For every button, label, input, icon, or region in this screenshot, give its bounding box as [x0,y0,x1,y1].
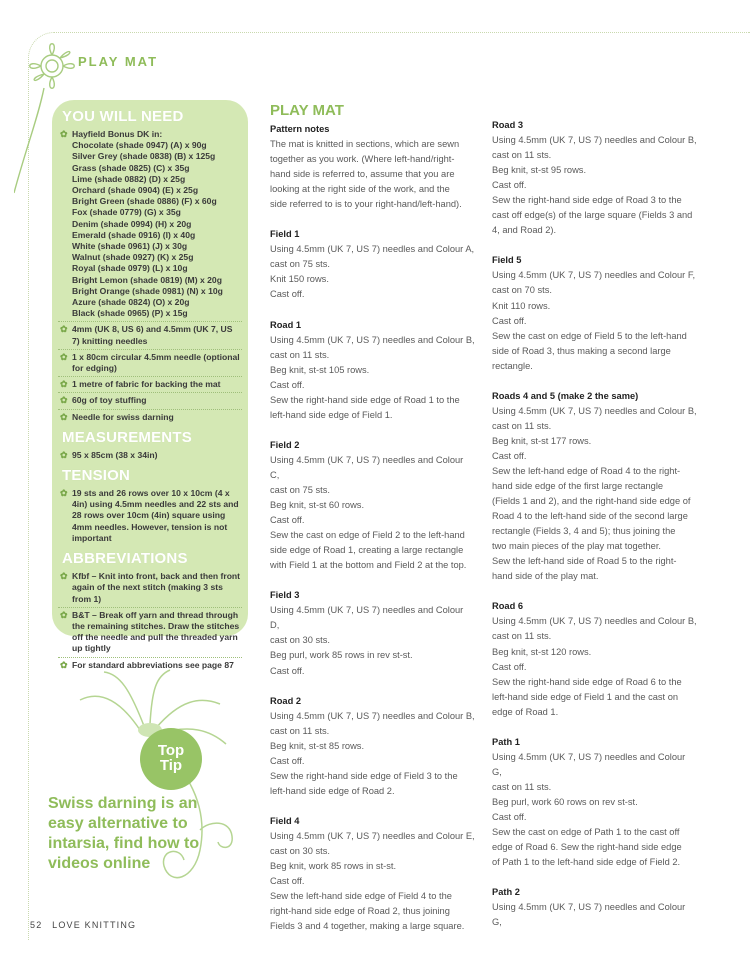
instruction-line: left-hand side edge of Road 2. [270,785,395,796]
instruction-line: (Fields 1 and 2), and the right-hand side edge of [492,496,691,507]
instruction-section-title: Road 1 [270,319,301,330]
instruction-line: cast on 75 sts. [270,259,330,270]
instruction-line: cast on 30 sts. [270,635,330,646]
instruction-section-title: Pattern notes [270,124,330,134]
instruction-section-title: Roads 4 and 5 (make 2 the same) [492,390,639,401]
instruction-section [270,227,475,302]
instruction-section [492,389,697,585]
instruction-line: Using 4.5mm (UK 7, US 7) needles and Colour B, [270,710,475,721]
instruction-section-title: Road 3 [492,120,523,130]
yarn-line: Royal (shade 0979) (L) x 10g [72,263,188,274]
measurements-section [58,429,242,463]
instruction-line: Sew the right-hand side edge of Road 3 to the [492,195,682,206]
instruction-section [492,599,697,719]
instruction-line: Using 4.5mm (UK 7, US 7) needles and Colour E, [270,830,475,841]
top-tip-badge [140,728,202,790]
need-item [58,322,242,349]
instruction-line: Cast off. [492,315,527,326]
need-item-text: 1 x 80cm circular 4.5mm needle (optional for edging) [72,351,240,374]
instruction-line: of Path 1 to the left-hand side edge of Field 2. [492,857,681,868]
yarn-line: Chocolate (shade 0947) (A) x 90g [72,140,207,151]
instruction-section [270,318,475,423]
yarn-line: Black (shade 0965) (P) x 15g [72,308,188,319]
instruction-line: rectangle. [492,360,533,371]
instruction-section-title: Field 1 [270,229,300,240]
flower-bullet-icon: ✿ [60,411,68,422]
instruction-line: together as you work. (Where left-hand/right- [270,154,455,165]
need-item-text: 60g of toy stuffing [72,395,147,406]
instruction-line: Sew the cast on edge of Field 5 to the left-hand [492,330,687,341]
abbreviations-section [58,550,242,673]
magazine-name: LOVE KNITTING [52,920,137,930]
instruction-line: Cast off. [270,876,305,887]
instruction-section-title: Path 2 [492,887,520,898]
instruction-line: Sew the left-hand side edge of Field 4 to the [270,891,452,902]
instruction-line: hand side edge of the first large rectangle [492,481,664,492]
instruction-line: side of Road 3, thus making a second large [492,345,671,356]
instruction-line: Using 4.5mm (UK 7, US 7) needles and Colour B, [492,616,697,627]
instruction-section-title: Path 1 [492,736,520,747]
yarn-line: Grass (shade 0825) (C) x 35g [72,162,190,173]
instruction-line: side referred to is to your right-hand/left-hand). [270,199,462,210]
instruction-section-title: Field 4 [270,815,300,826]
flower-bullet-icon: ✿ [60,129,68,139]
flower-bullet-icon: ✿ [60,488,68,499]
yarn-title: Hayfield Bonus DK in: [72,129,163,139]
instruction-line: Cast off. [492,450,527,461]
instruction-line: Using 4.5mm (UK 7, US 7) needles and Colour B, [270,334,475,345]
flower-bullet-icon: ✿ [60,351,68,362]
instruction-line: looking at the right side of the work, and the [270,184,450,195]
instruction-line: Beg knit, st-st 120 rows. [492,646,592,657]
instruction-line: left-hand side edge of Field 1. [270,409,393,420]
yarn-line: Fox (shade 0779) (G) x 35g [72,207,181,218]
section-header-title: PLAY MAT [78,54,159,69]
instruction-line: rectangle (Fields 3, 4 and 5); thus joining the [492,526,676,537]
abbreviation-item [58,608,242,658]
yarn-line: Denim (shade 0994) (H) x 20g [72,218,192,229]
instruction-line: cast on 11 sts. [270,349,330,360]
instruction-section [270,814,475,934]
tension-item-text: 19 sts and 26 rows over 10 x 10cm (4 x 4in) using 4.5mm needles and 22 sts and 28 rows over 10cm (4in) square using 4mm needles. However, tension is not important [72,488,239,543]
abbreviation-term: B&T [72,609,90,620]
measurement-item [58,448,242,463]
instruction-line: Sew the left-hand edge of Road 4 to the right- [492,465,681,476]
tension-items [58,486,242,546]
yarn-line: Bright Lemon (shade 0819) (M) x 20g [72,274,222,285]
instruction-line: Cast off. [492,811,527,822]
measurements-heading: MEASUREMENTS [62,428,192,446]
instruction-line: Sew the right-hand side edge of Road 1 to the [270,394,460,405]
instruction-line: Sew the cast on edge of Field 2 to the left-hand [270,530,465,541]
instruction-line: Cast off. [492,180,527,191]
instruction-line: Knit 110 rows. [492,300,551,311]
instruction-line: Using 4.5mm (UK 7, US 7) needles and Colour B, [492,405,697,416]
instruction-line: right-hand side edge of Road 2, thus joining [270,906,450,917]
instruction-line: Cast off. [270,289,305,300]
instruction-line: cast on 11 sts. [492,420,552,431]
instruction-line: Beg knit, st-st 85 rows. [270,740,365,751]
page-number: 52 [30,920,43,930]
need-item [58,410,242,425]
instruction-line: cast on 70 sts. [492,285,552,296]
instruction-line: with Field 1 at the bottom and Field 2 at the top. [270,560,467,571]
instruction-section [492,118,697,238]
flower-bullet-icon: ✿ [60,395,68,406]
instruction-line: cast on 11 sts. [492,631,552,642]
column-2-body [492,118,697,930]
yarn-line: Azure (shade 0824) (O) x 20g [72,297,190,308]
instruction-line: cast on 11 sts. [492,150,552,161]
yarn-line: Silver Grey (shade 0838) (B) x 125g [72,151,216,162]
yarn-line: Orchard (shade 0904) (E) x 25g [72,185,199,196]
instruction-line: Beg purl, work 85 rows in rev st-st. [270,650,413,661]
instruction-line: Sew the right-hand side edge of Field 3 to the [270,770,458,781]
instruction-line: Using 4.5mm (UK 7, US 7) needles and Colour A, [270,244,475,255]
instruction-section [270,694,475,799]
instruction-line: Knit 150 rows. [270,274,329,285]
instruction-line: left-hand side edge of Field 1 and the cast on [492,691,679,702]
instruction-line: Cast off. [492,661,527,672]
instruction-line: Beg knit, st-st 177 rows. [492,435,592,446]
top-tip-badge-line1: Top [157,742,185,759]
instruction-line: Cast off. [270,379,305,390]
measurement-item-text: 95 x 85cm (38 x 34in) [72,449,158,460]
instruction-line: Beg knit, work 85 rows in st-st. [270,861,397,872]
yarn-list-item [58,127,242,322]
need-item [58,393,242,409]
instruction-line: edge of Road 1. [492,706,559,717]
flower-bullet-icon: ✿ [60,324,68,335]
flower-bullet-icon: ✿ [60,379,68,390]
need-item [58,350,242,377]
flower-bullet-icon: ✿ [60,609,68,620]
instruction-line: Cast off. [270,665,305,676]
top-tip-badge-line2: Tip [159,757,183,774]
yarn-line: Emerald (shade 0916) (I) x 40g [72,229,196,240]
column-1-body [270,122,475,934]
need-item-text: 1 metre of fabric for backing the mat [72,379,221,390]
abbreviation-text: For standard abbreviations see page 87 [72,659,234,670]
instructions-column-1 [270,102,475,949]
yarn-line: Bright Green (shade 0886) (F) x 60g [72,196,217,207]
you-will-need-heading: YOU WILL NEED [62,108,184,125]
instruction-section-title: Field 3 [270,590,300,601]
instruction-line: Using 4.5mm (UK 7, US 7) needles and Colour C, [270,454,464,480]
instruction-section-title: Road 2 [270,695,301,706]
instruction-section [270,588,475,678]
instruction-line: side edge of Road 1, creating a large rectangle [270,545,464,556]
instruction-line: cast off edge(s) of the large square (Fields 3 and [492,210,693,221]
instruction-line: Beg knit, st-st 95 rows. [492,165,587,176]
instruction-line: Using 4.5mm (UK 7, US 7) needles and Colour G, [492,902,686,928]
abbreviation-term: Kfbf [72,571,90,582]
instruction-section-title: Field 2 [270,439,300,450]
instruction-section [270,438,475,573]
instruction-line: two main pieces of the play mat together. [492,541,661,552]
yarn-list [72,140,242,319]
yarn-line: White (shade 0961) (J) x 30g [72,241,188,252]
instruction-line: Beg knit, st-st 105 rows. [270,364,370,375]
need-item-text: 4mm (UK 8, US 6) and 4.5mm (UK 7, US 7) knitting needles [72,324,233,346]
abbreviations-heading: ABBREVIATIONS [62,550,188,568]
instruction-line: Using 4.5mm (UK 7, US 7) needles and Colour B, [492,135,697,146]
instruction-line: Beg knit, st-st 60 rows. [270,500,365,511]
need-item-text: Needle for swiss darning [72,411,174,422]
instruction-section [492,885,697,930]
instruction-line: Beg purl, work 60 rows on rev st-st. [492,796,638,807]
need-item [58,377,242,393]
need-items [58,322,242,424]
instruction-line: Using 4.5mm (UK 7, US 7) needles and Colour F, [492,270,696,281]
yarn-line: Bright Orange (shade 0981) (N) x 10g [72,285,223,296]
instruction-line: Sew the cast on edge of Path 1 to the cast off [492,827,680,838]
instruction-line: The mat is knitted in sections, which are sewn [270,139,460,150]
instruction-line: Cast off. [270,755,305,766]
instruction-section [492,735,697,870]
instruction-line: Using 4.5mm (UK 7, US 7) needles and Colour D, [270,605,464,631]
page-footer [30,920,136,930]
instruction-line: Fields 3 and 4 together, making a large square. [270,921,465,932]
instruction-line: cast on 11 sts. [270,725,330,736]
abbreviation-item [58,569,242,608]
instruction-line: Road 4 to the left-hand side of the second large [492,511,688,522]
instruction-line: hand side is referred to, assume that you are [270,169,455,180]
tension-item [58,486,242,546]
yarn-line: Lime (shade 0882) (D) x 25g [72,173,186,184]
you-will-need-section [58,108,242,425]
instruction-line: Cast off. [270,515,305,526]
instruction-line: Sew the left-hand side of Road 5 to the right- [492,556,677,567]
tension-section [58,467,242,546]
instruction-section-title: Field 5 [492,255,522,266]
main-title: PLAY MAT [270,102,344,119]
flower-bullet-icon: ✿ [60,449,68,460]
instruction-line: Sew the right-hand side edge of Road 6 to the [492,676,682,687]
instruction-line: edge of Road 6. Sew the right-hand side edge [492,842,682,853]
instruction-section [270,122,475,212]
flower-bullet-icon: ✿ [60,571,68,582]
instruction-line: hand side of the play mat. [492,571,599,582]
instruction-line: cast on 75 sts. [270,484,330,495]
sidebar-materials-panel [52,100,248,670]
instruction-section-title: Road 6 [492,601,523,612]
yarn-line: Walnut (shade 0927) (K) x 25g [72,252,194,263]
instructions-column-2 [492,118,697,945]
instruction-line: Using 4.5mm (UK 7, US 7) needles and Colour G, [492,751,686,777]
abbreviation-text: – Knit into front, back and then front again of the next stitch (making 3 sts from 1) [72,571,241,604]
abbreviations-items [58,569,242,673]
instruction-line: cast on 30 sts. [270,845,330,856]
flower-bullet-icon: ✿ [60,659,68,670]
top-tip-text: Swiss darning is an easy alternative to intarsia, find how to videos online [48,795,200,872]
instruction-section [492,253,697,373]
instruction-line: cast on 11 sts. [492,781,552,792]
instruction-line: 4, and Road 2). [492,225,557,236]
tension-heading: TENSION [62,467,131,485]
measurements-items [58,448,242,463]
abbreviation-text: – Break off yarn and thread through the remaining stitches. Draw the stitches off the needle and pull the threaded yarn up tightly [72,609,240,654]
